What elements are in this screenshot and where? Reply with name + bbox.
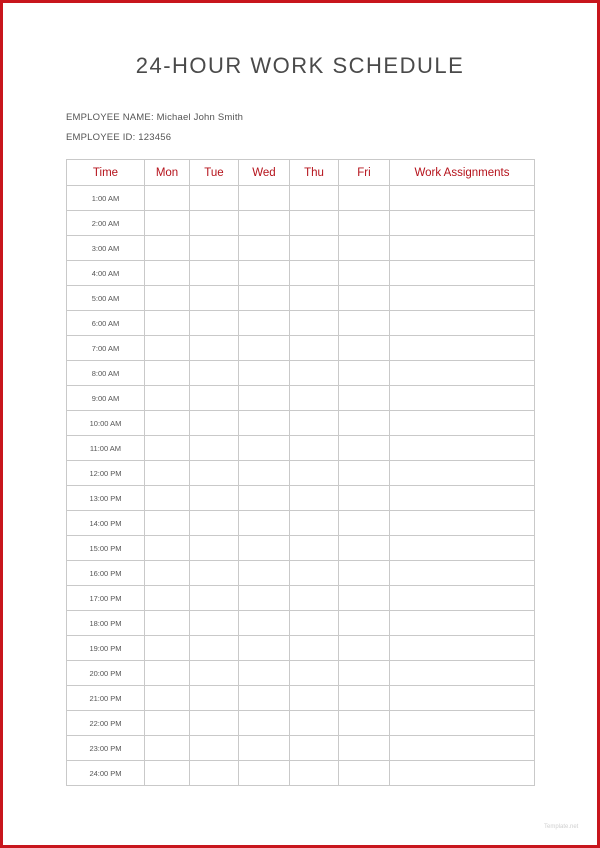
tue-cell[interactable] <box>190 711 239 736</box>
work-assignment-cell[interactable] <box>390 761 535 786</box>
tue-cell[interactable] <box>190 636 239 661</box>
wed-cell[interactable] <box>239 686 290 711</box>
wed-cell[interactable] <box>239 736 290 761</box>
wed-cell[interactable] <box>239 211 290 236</box>
table-row <box>67 236 535 261</box>
time-cell: 13:00 PM <box>67 486 145 511</box>
wed-cell[interactable] <box>239 661 290 686</box>
wed-cell[interactable] <box>239 636 290 661</box>
header-work-assignments: Work Assignments <box>390 160 535 186</box>
thu-cell[interactable] <box>290 361 339 386</box>
work-assignment-cell[interactable] <box>390 286 535 311</box>
time-cell: 3:00 AM <box>67 236 145 261</box>
work-assignment-cell[interactable] <box>390 611 535 636</box>
thu-cell[interactable] <box>290 286 339 311</box>
wed-cell[interactable] <box>239 611 290 636</box>
wed-cell[interactable] <box>239 336 290 361</box>
table-row <box>67 386 535 411</box>
table-row <box>67 736 535 761</box>
time-cell: 14:00 PM <box>67 511 145 536</box>
table-row <box>67 211 535 236</box>
work-assignment-cell[interactable] <box>390 311 535 336</box>
time-cell: 22:00 PM <box>67 711 145 736</box>
fri-cell[interactable] <box>339 661 390 686</box>
tue-cell[interactable] <box>190 311 239 336</box>
fri-cell[interactable] <box>339 361 390 386</box>
mon-cell[interactable] <box>145 211 190 236</box>
fri-cell[interactable] <box>339 536 390 561</box>
tue-cell[interactable] <box>190 586 239 611</box>
time-cell: 23:00 PM <box>67 736 145 761</box>
tue-cell[interactable] <box>190 411 239 436</box>
wed-cell[interactable] <box>239 286 290 311</box>
fri-cell[interactable] <box>339 736 390 761</box>
time-cell: 19:00 PM <box>67 636 145 661</box>
time-cell: 5:00 AM <box>67 286 145 311</box>
wed-cell[interactable] <box>239 411 290 436</box>
thu-cell[interactable] <box>290 261 339 286</box>
mon-cell[interactable] <box>145 436 190 461</box>
mon-cell[interactable] <box>145 261 190 286</box>
thu-cell[interactable] <box>290 511 339 536</box>
tue-cell[interactable] <box>190 536 239 561</box>
fri-cell[interactable] <box>339 286 390 311</box>
table-row <box>67 336 535 361</box>
time-cell: 15:00 PM <box>67 536 145 561</box>
fri-cell[interactable] <box>339 336 390 361</box>
wed-cell[interactable] <box>239 436 290 461</box>
table-row <box>67 486 535 511</box>
employee-id-value: 123456 <box>138 132 172 143</box>
fri-cell[interactable] <box>339 686 390 711</box>
fri-cell[interactable] <box>339 211 390 236</box>
work-assignment-cell[interactable] <box>390 336 535 361</box>
fri-cell[interactable] <box>339 561 390 586</box>
table-row <box>67 511 535 536</box>
thu-cell[interactable] <box>290 586 339 611</box>
fri-cell[interactable] <box>339 636 390 661</box>
wed-cell[interactable] <box>239 386 290 411</box>
tue-cell[interactable] <box>190 336 239 361</box>
wed-cell[interactable] <box>239 236 290 261</box>
wed-cell[interactable] <box>239 536 290 561</box>
table-row <box>67 186 535 211</box>
mon-cell[interactable] <box>145 661 190 686</box>
table-row <box>67 536 535 561</box>
mon-cell[interactable] <box>145 536 190 561</box>
wed-cell[interactable] <box>239 586 290 611</box>
table-row <box>67 661 535 686</box>
thu-cell[interactable] <box>290 761 339 786</box>
time-cell: 17:00 PM <box>67 586 145 611</box>
time-cell: 8:00 AM <box>67 361 145 386</box>
time-cell: 11:00 AM <box>67 436 145 461</box>
thu-cell[interactable] <box>290 411 339 436</box>
wed-cell[interactable] <box>239 761 290 786</box>
time-cell: 9:00 AM <box>67 386 145 411</box>
employee-id-line <box>66 132 171 143</box>
fri-cell[interactable] <box>339 461 390 486</box>
tue-cell[interactable] <box>190 186 239 211</box>
thu-cell[interactable] <box>290 336 339 361</box>
tue-cell[interactable] <box>190 511 239 536</box>
tue-cell[interactable] <box>190 661 239 686</box>
thu-cell[interactable] <box>290 311 339 336</box>
thu-cell[interactable] <box>290 236 339 261</box>
schedule-table <box>66 159 535 786</box>
table-row <box>67 611 535 636</box>
fri-cell[interactable] <box>339 436 390 461</box>
wed-cell[interactable] <box>239 311 290 336</box>
thu-cell[interactable] <box>290 736 339 761</box>
work-assignment-cell[interactable] <box>390 261 535 286</box>
wed-cell[interactable] <box>239 511 290 536</box>
mon-cell[interactable] <box>145 186 190 211</box>
thu-cell[interactable] <box>290 636 339 661</box>
wed-cell[interactable] <box>239 361 290 386</box>
tue-cell[interactable] <box>190 561 239 586</box>
tue-cell[interactable] <box>190 736 239 761</box>
work-assignment-cell[interactable] <box>390 511 535 536</box>
mon-cell[interactable] <box>145 486 190 511</box>
thu-cell[interactable] <box>290 561 339 586</box>
tue-cell[interactable] <box>190 611 239 636</box>
time-cell: 2:00 AM <box>67 211 145 236</box>
work-assignment-cell[interactable] <box>390 411 535 436</box>
fri-cell[interactable] <box>339 586 390 611</box>
table-row <box>67 286 535 311</box>
tue-cell[interactable] <box>190 386 239 411</box>
wed-cell[interactable] <box>239 711 290 736</box>
thu-cell[interactable] <box>290 686 339 711</box>
time-cell: 6:00 AM <box>67 311 145 336</box>
time-cell: 21:00 PM <box>67 686 145 711</box>
fri-cell[interactable] <box>339 386 390 411</box>
work-assignment-cell[interactable] <box>390 186 535 211</box>
table-row <box>67 361 535 386</box>
fri-cell[interactable] <box>339 186 390 211</box>
fri-cell[interactable] <box>339 411 390 436</box>
mon-cell[interactable] <box>145 411 190 436</box>
time-cell: 12:00 PM <box>67 461 145 486</box>
work-assignment-cell[interactable] <box>390 736 535 761</box>
header-tue: Tue <box>190 160 239 186</box>
thu-cell[interactable] <box>290 211 339 236</box>
thu-cell[interactable] <box>290 186 339 211</box>
fri-cell[interactable] <box>339 486 390 511</box>
mon-cell[interactable] <box>145 311 190 336</box>
mon-cell[interactable] <box>145 461 190 486</box>
work-assignment-cell[interactable] <box>390 636 535 661</box>
table-row <box>67 636 535 661</box>
mon-cell[interactable] <box>145 286 190 311</box>
work-assignment-cell[interactable] <box>390 436 535 461</box>
tue-cell[interactable] <box>190 486 239 511</box>
work-assignment-cell[interactable] <box>390 586 535 611</box>
mon-cell[interactable] <box>145 336 190 361</box>
tue-cell[interactable] <box>190 211 239 236</box>
tue-cell[interactable] <box>190 261 239 286</box>
fri-cell[interactable] <box>339 611 390 636</box>
table-row <box>67 311 535 336</box>
page-title: 24-HOUR WORK SCHEDULE <box>135 53 465 78</box>
employee-name-value: Michael John Smith <box>156 112 244 123</box>
time-cell: 4:00 AM <box>67 261 145 286</box>
header-time: Time <box>67 160 145 186</box>
wed-cell[interactable] <box>239 486 290 511</box>
header-wed: Wed <box>239 160 290 186</box>
fri-cell[interactable] <box>339 236 390 261</box>
mon-cell[interactable] <box>145 586 190 611</box>
wed-cell[interactable] <box>239 461 290 486</box>
table-row <box>67 686 535 711</box>
work-assignment-cell[interactable] <box>390 661 535 686</box>
thu-cell[interactable] <box>290 436 339 461</box>
employee-id-label: EMPLOYEE ID: <box>66 132 136 143</box>
tue-cell[interactable] <box>190 286 239 311</box>
watermark: Template.net <box>544 824 579 830</box>
mon-cell[interactable] <box>145 236 190 261</box>
time-cell: 1:00 AM <box>67 186 145 211</box>
employee-name-label: EMPLOYEE NAME: <box>66 112 154 123</box>
fri-cell[interactable] <box>339 761 390 786</box>
thu-cell[interactable] <box>290 461 339 486</box>
table-row <box>67 261 535 286</box>
tue-cell[interactable] <box>190 361 239 386</box>
tue-cell[interactable] <box>190 761 239 786</box>
thu-cell[interactable] <box>290 536 339 561</box>
work-assignment-cell[interactable] <box>390 686 535 711</box>
table-row <box>67 561 535 586</box>
mon-cell[interactable] <box>145 711 190 736</box>
time-cell: 18:00 PM <box>67 611 145 636</box>
mon-cell[interactable] <box>145 611 190 636</box>
table-row <box>67 436 535 461</box>
time-cell: 10:00 AM <box>67 411 145 436</box>
mon-cell[interactable] <box>145 511 190 536</box>
employee-name-line <box>66 112 243 123</box>
work-assignment-cell[interactable] <box>390 211 535 236</box>
work-assignment-cell[interactable] <box>390 386 535 411</box>
tue-cell[interactable] <box>190 686 239 711</box>
wed-cell[interactable] <box>239 186 290 211</box>
fri-cell[interactable] <box>339 711 390 736</box>
work-assignment-cell[interactable] <box>390 711 535 736</box>
tue-cell[interactable] <box>190 236 239 261</box>
mon-cell[interactable] <box>145 636 190 661</box>
tue-cell[interactable] <box>190 461 239 486</box>
header-fri: Fri <box>339 160 390 186</box>
mon-cell[interactable] <box>145 686 190 711</box>
work-assignment-cell[interactable] <box>390 561 535 586</box>
tue-cell[interactable] <box>190 436 239 461</box>
schedule-body <box>67 186 535 786</box>
work-assignment-cell[interactable] <box>390 461 535 486</box>
thu-cell[interactable] <box>290 486 339 511</box>
fri-cell[interactable] <box>339 261 390 286</box>
table-row <box>67 461 535 486</box>
time-cell: 16:00 PM <box>67 561 145 586</box>
mon-cell[interactable] <box>145 561 190 586</box>
mon-cell[interactable] <box>145 361 190 386</box>
mon-cell[interactable] <box>145 386 190 411</box>
time-cell: 7:00 AM <box>67 336 145 361</box>
thu-cell[interactable] <box>290 661 339 686</box>
work-assignment-cell[interactable] <box>390 236 535 261</box>
thu-cell[interactable] <box>290 386 339 411</box>
time-cell: 24:00 PM <box>67 761 145 786</box>
table-row <box>67 761 535 786</box>
thu-cell[interactable] <box>290 711 339 736</box>
fri-cell[interactable] <box>339 311 390 336</box>
header-thu: Thu <box>290 160 339 186</box>
mon-cell[interactable] <box>145 736 190 761</box>
work-assignment-cell[interactable] <box>390 536 535 561</box>
header-mon: Mon <box>145 160 190 186</box>
header-row <box>67 160 535 186</box>
mon-cell[interactable] <box>145 761 190 786</box>
time-cell: 20:00 PM <box>67 661 145 686</box>
work-assignment-cell[interactable] <box>390 361 535 386</box>
table-row <box>67 711 535 736</box>
work-assignment-cell[interactable] <box>390 486 535 511</box>
table-row <box>67 411 535 436</box>
fri-cell[interactable] <box>339 511 390 536</box>
table-row <box>67 586 535 611</box>
wed-cell[interactable] <box>239 561 290 586</box>
wed-cell[interactable] <box>239 261 290 286</box>
thu-cell[interactable] <box>290 611 339 636</box>
